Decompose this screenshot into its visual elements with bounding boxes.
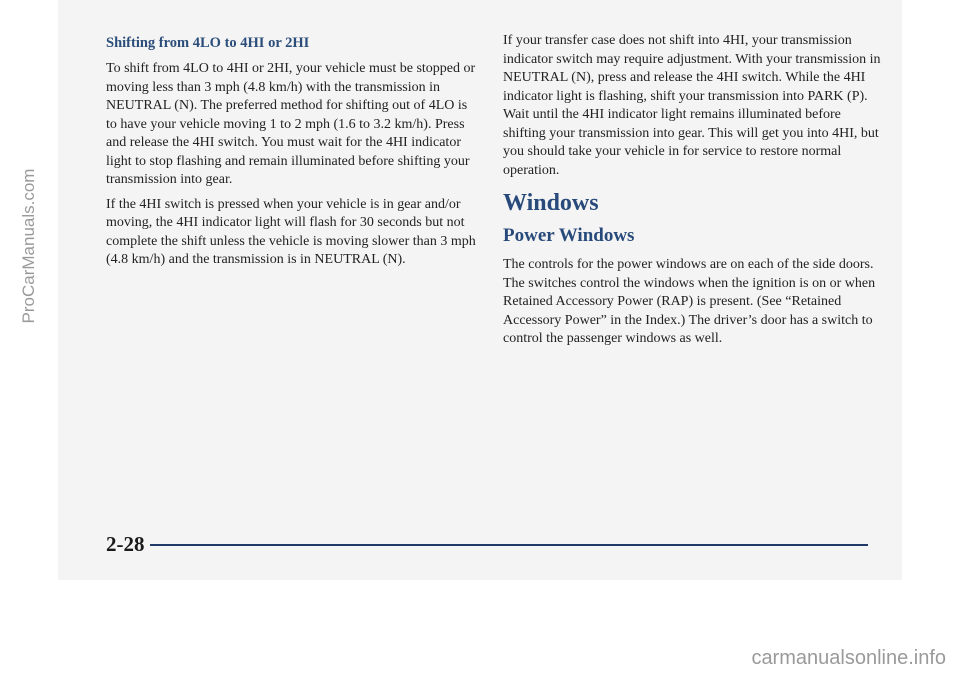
- footer-rule: [150, 544, 868, 546]
- section-heading-windows: Windows: [503, 190, 599, 216]
- left-column: [106, 32, 476, 276]
- side-watermark-text: ProCarManuals.com: [19, 168, 38, 324]
- bottom-watermark: carmanualsonline.info: [751, 647, 946, 669]
- page-number: 2-28: [106, 532, 145, 556]
- paragraph-power-windows: The controls for the power windows are on each of the side doors. The switches control the windows when the ignition is on or when Retained Accessory Power (RAP) is present. (See “Retained Accessory Power” in the Index.) The driver’s door has a switch to control the passenger windows as well.: [503, 257, 876, 346]
- section-subheading: Shifting from 4LO to 4HI or 2HI: [106, 35, 310, 51]
- paragraph-transfer-case-adjustment: If your transfer case does not shift into 4HI, your transmission indicator switch may require adjustment. With your transmission in NEUTRAL (N), press and release the 4HI switch. While the 4HI indicator light is flashing, shift your transmission into PARK (P). Wait until the 4HI indicator light remains illuminated before shifting your transmission into gear. This will get you into 4HI, but you should take your vehicle in for service to restore normal operation.: [503, 33, 881, 178]
- paragraph-shift-procedure: To shift from 4LO to 4HI or 2HI, your vehicle must be stopped or moving less than 3 mph (4.8 km/h) with the transmission in NEUTRAL (N). The preferred method for shifting out of 4LO is to have your vehicle moving 1 to 2 mph (1.6 to 3.2 km/h). Press and release the 4HI switch. You must wait for the 4HI indicator light to stop flashing and remain illuminated before shifting your transmission into gear.: [106, 61, 476, 187]
- section-subheading-power-windows: Power Windows: [503, 225, 635, 246]
- right-column: [503, 32, 883, 355]
- side-watermark: [0, 0, 58, 676]
- paragraph-switch-pressed-in-gear: If the 4HI switch is pressed when your vehicle is in gear and/or moving, the 4HI indicator light will flash for 30 seconds but not complete the shift unless the vehicle is moving slower than 3 mph (4.8 km/h) and the transmission is in NEUTRAL (N).: [106, 196, 476, 267]
